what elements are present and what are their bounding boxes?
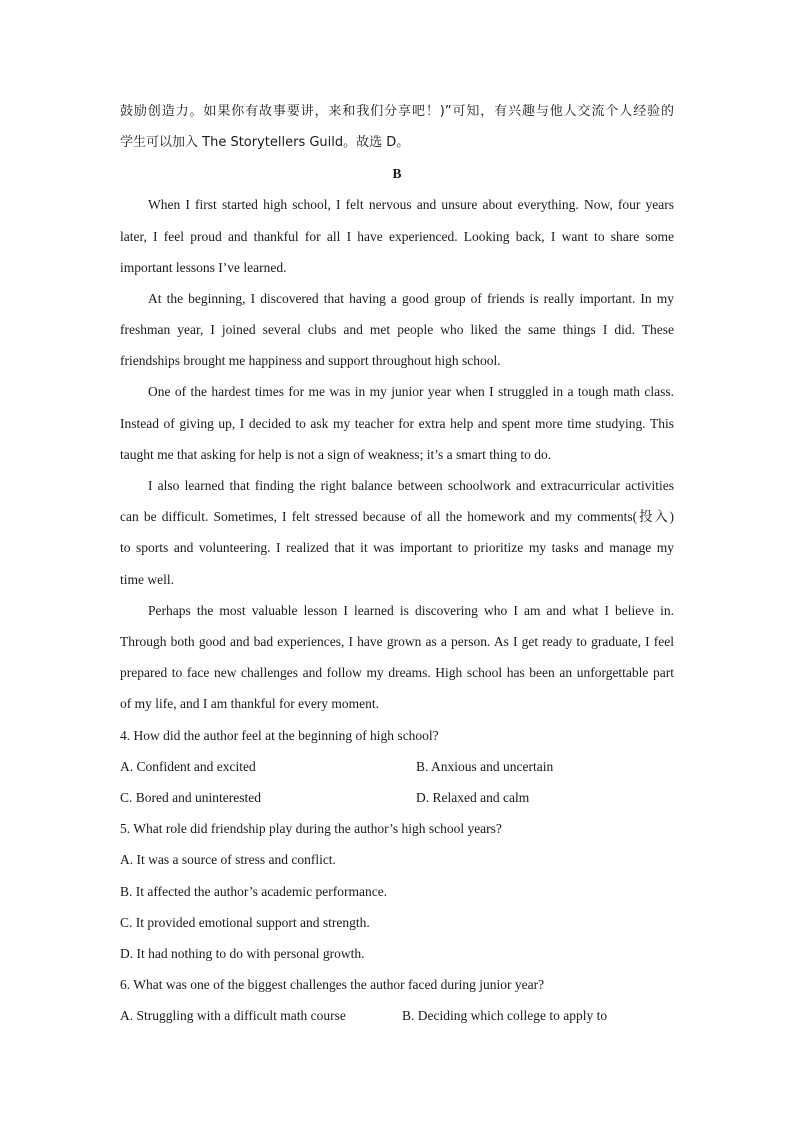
q5-option-a: A. It was a source of stress and conflict. (120, 852, 336, 867)
q4-option-row-2 (120, 788, 674, 808)
q4-option-a: A. Confident and excited (120, 759, 256, 774)
p5-line-3: prepared to face new challenges and follow my dreams. High school has been an unforgettable part (120, 665, 674, 680)
q6-option-a: A. Struggling with a difficult math course (120, 1008, 346, 1023)
intro-line-2: 学生可以加入 The Storytellers Guild。故选 D。 (120, 135, 410, 150)
q4-option-b: B. Anxious and uncertain (416, 759, 554, 774)
p4-line-1: I also learned that finding the right balance between schoolwork and extracurricular activities (148, 478, 674, 493)
p2-line-2: freshman year, I joined several clubs and met people who liked the same things I did. These (120, 322, 674, 337)
p5-line-4: of my life, and I am thankful for every moment. (120, 696, 380, 711)
q6-option-b: B. Deciding which college to apply to (402, 1008, 608, 1023)
p2-line-1: At the beginning, I discovered that having a good group of friends is really important. In my (148, 291, 674, 306)
q4-option-c: C. Bored and uninterested (120, 790, 261, 805)
p5-line-2: Through both good and bad experiences, I have grown as a person. As I get ready to graduate, I feel (120, 634, 674, 649)
p4-line-4: time well. (120, 572, 174, 587)
p4-line-2: can be difficult. Sometimes, I felt stressed because of all the homework and my comments(投入) (120, 509, 674, 524)
q6-option-row-1 (120, 1006, 674, 1026)
p3-line-1: One of the hardest times for me was in my junior year when I struggled in a tough math class. (148, 384, 674, 399)
p1-line-2: later, I feel proud and thankful for all I have experienced. Looking back, I want to share some (120, 229, 674, 244)
p3-line-3: taught me that asking for help is not a sign of weakness; it’s a smart thing to do. (120, 447, 552, 462)
p4-line-3: to sports and volunteering. I realized that it was important to prioritize my tasks and manage my (120, 540, 674, 555)
intro-line-1: 鼓励创造力。如果你有故事要讲，来和我们分享吧！)”可知，有兴趣与他人交流个人经验的 (120, 104, 674, 119)
q5-option-d: D. It had nothing to do with personal growth. (120, 946, 365, 961)
q5-option-c: C. It provided emotional support and strength. (120, 915, 370, 930)
p5-line-1: Perhaps the most valuable lesson I learned is discovering who I am and what I believe in. (148, 603, 674, 618)
q5-option-b: B. It affected the author’s academic performance. (120, 884, 388, 899)
q4-option-row-1 (120, 757, 674, 777)
p1-line-1: When I first started high school, I felt nervous and unsure about everything. Now, four years (148, 197, 674, 212)
document-page (120, 0, 674, 1123)
q4-stem: 4. How did the author feel at the beginning of high school? (120, 728, 439, 743)
p1-line-3: important lessons I’ve learned. (120, 260, 287, 275)
p2-line-3: friendships brought me happiness and support throughout high school. (120, 353, 501, 368)
q6-stem: 6. What was one of the biggest challenges the author faced during junior year? (120, 977, 545, 992)
section-label: B (392, 166, 402, 181)
p3-line-2: Instead of giving up, I decided to ask my teacher for extra help and spent more time studying. This (120, 416, 674, 431)
q5-stem: 5. What role did friendship play during the author’s high school years? (120, 821, 502, 836)
q4-option-d: D. Relaxed and calm (416, 790, 530, 805)
